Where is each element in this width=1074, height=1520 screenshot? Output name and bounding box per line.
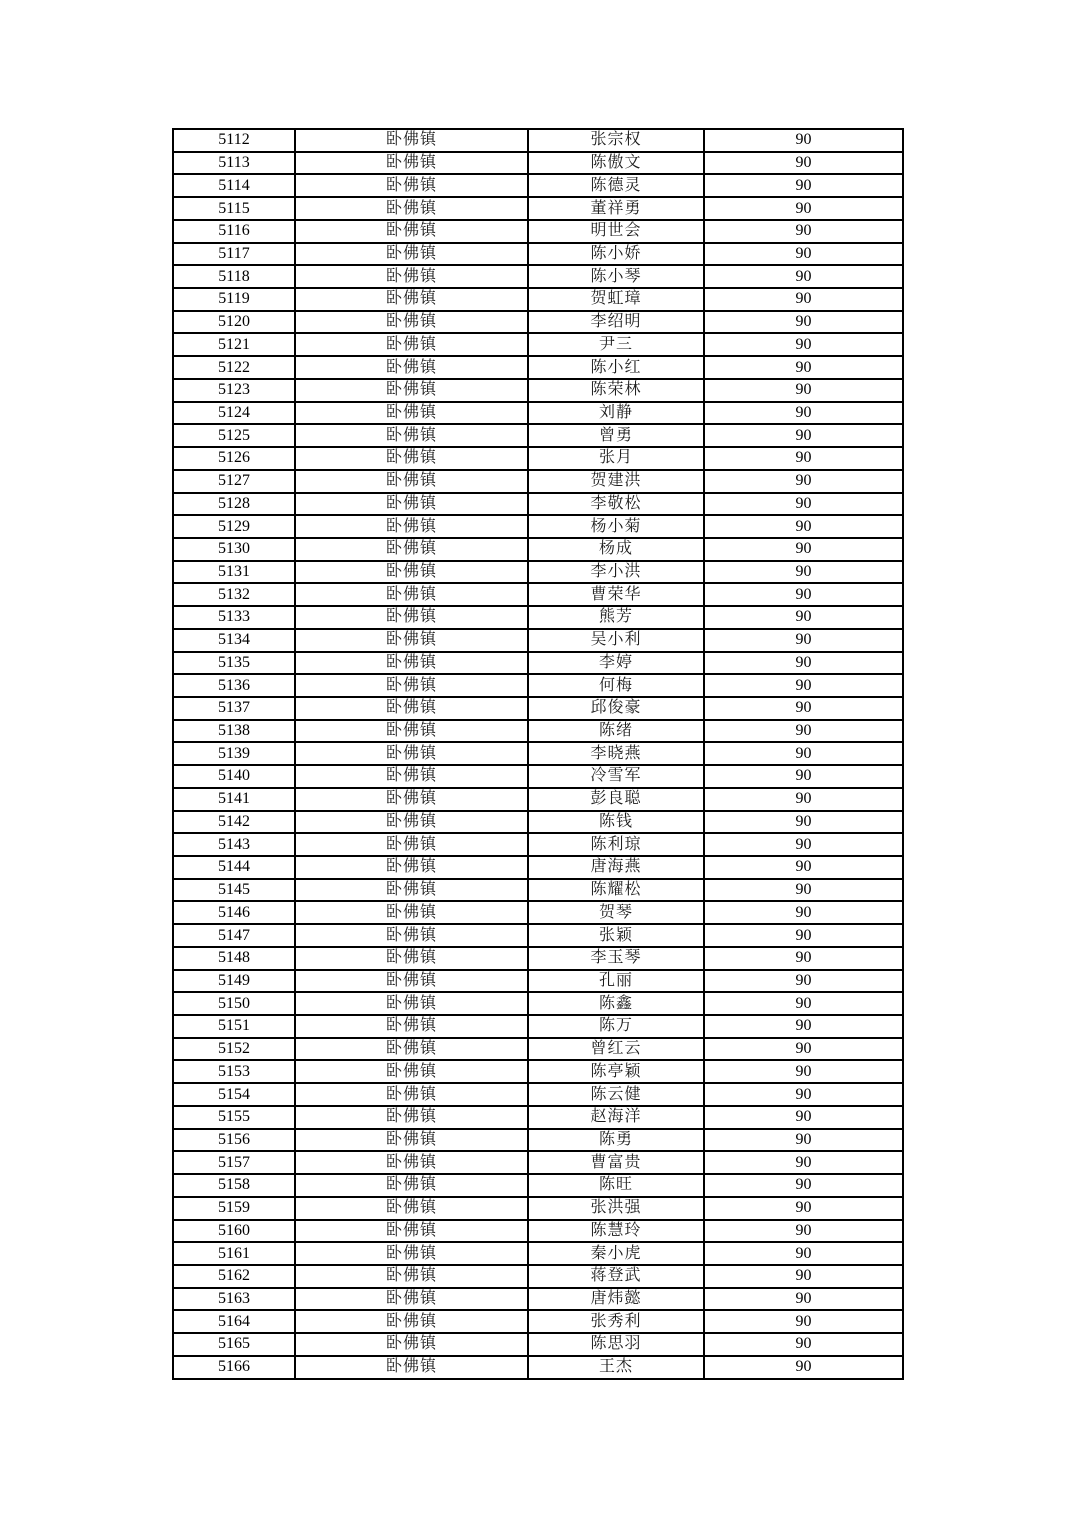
table-row: [173, 470, 903, 493]
cell-score: 90: [704, 288, 903, 311]
cell-id: 5135: [173, 652, 295, 675]
cell-score: 90: [704, 674, 903, 697]
table-row: [173, 1129, 903, 1152]
cell-town: 卧佛镇: [295, 1356, 528, 1379]
cell-name: 张月: [528, 447, 704, 470]
table-row: [173, 720, 903, 743]
cell-score: 90: [704, 402, 903, 425]
cell-name: 陈绪: [528, 720, 704, 743]
cell-score: 90: [704, 311, 903, 334]
cell-id: 5137: [173, 697, 295, 720]
table-row: [173, 1333, 903, 1356]
cell-score: 90: [704, 1333, 903, 1356]
cell-score: 90: [704, 515, 903, 538]
cell-town: 卧佛镇: [295, 402, 528, 425]
cell-name: 熊芳: [528, 606, 704, 629]
cell-town: 卧佛镇: [295, 1174, 528, 1197]
cell-town: 卧佛镇: [295, 833, 528, 856]
cell-score: 90: [704, 1310, 903, 1333]
cell-name: 彭良聪: [528, 788, 704, 811]
cell-id: 5144: [173, 856, 295, 879]
cell-id: 5161: [173, 1242, 295, 1265]
cell-id: 5155: [173, 1106, 295, 1129]
cell-name: 李婷: [528, 652, 704, 675]
cell-town: 卧佛镇: [295, 1060, 528, 1083]
table-row: [173, 924, 903, 947]
cell-name: 陈小娇: [528, 243, 704, 266]
cell-town: 卧佛镇: [295, 1038, 528, 1061]
cell-name: 陈亭颖: [528, 1060, 704, 1083]
cell-score: 90: [704, 243, 903, 266]
cell-town: 卧佛镇: [295, 1310, 528, 1333]
cell-score: 90: [704, 1015, 903, 1038]
cell-town: 卧佛镇: [295, 1015, 528, 1038]
table-row: [173, 1356, 903, 1379]
cell-town: 卧佛镇: [295, 1197, 528, 1220]
cell-name: 陈慧玲: [528, 1220, 704, 1243]
table-row: [173, 1106, 903, 1129]
table-row: [173, 879, 903, 902]
cell-score: 90: [704, 924, 903, 947]
table-row: [173, 1174, 903, 1197]
cell-id: 5147: [173, 924, 295, 947]
cell-name: 陈小红: [528, 356, 704, 379]
cell-town: 卧佛镇: [295, 152, 528, 175]
cell-town: 卧佛镇: [295, 356, 528, 379]
table-row: [173, 1151, 903, 1174]
cell-name: 曾勇: [528, 424, 704, 447]
table-row: [173, 833, 903, 856]
cell-town: 卧佛镇: [295, 947, 528, 970]
cell-score: 90: [704, 583, 903, 606]
table-row: [173, 742, 903, 765]
cell-name: 董祥勇: [528, 197, 704, 220]
cell-id: 5125: [173, 424, 295, 447]
cell-id: 5157: [173, 1151, 295, 1174]
cell-id: 5117: [173, 243, 295, 266]
cell-name: 李玉琴: [528, 947, 704, 970]
cell-town: 卧佛镇: [295, 629, 528, 652]
table-row: [173, 1220, 903, 1243]
table-row: [173, 992, 903, 1015]
cell-id: 5115: [173, 197, 295, 220]
cell-town: 卧佛镇: [295, 674, 528, 697]
cell-town: 卧佛镇: [295, 788, 528, 811]
cell-score: 90: [704, 1288, 903, 1311]
cell-score: 90: [704, 947, 903, 970]
cell-score: 90: [704, 379, 903, 402]
cell-id: 5130: [173, 538, 295, 561]
cell-town: 卧佛镇: [295, 742, 528, 765]
cell-town: 卧佛镇: [295, 220, 528, 243]
table-row: [173, 515, 903, 538]
cell-id: 5149: [173, 970, 295, 993]
cell-name: 陈德灵: [528, 174, 704, 197]
cell-id: 5126: [173, 447, 295, 470]
cell-score: 90: [704, 1038, 903, 1061]
cell-name: 秦小虎: [528, 1242, 704, 1265]
cell-name: 陈荣林: [528, 379, 704, 402]
cell-score: 90: [704, 811, 903, 834]
cell-score: 90: [704, 447, 903, 470]
table-row: [173, 493, 903, 516]
cell-name: 贺虹璋: [528, 288, 704, 311]
cell-town: 卧佛镇: [295, 720, 528, 743]
cell-id: 5156: [173, 1129, 295, 1152]
cell-name: 赵海洋: [528, 1106, 704, 1129]
cell-score: 90: [704, 765, 903, 788]
cell-name: 张洪强: [528, 1197, 704, 1220]
cell-name: 陈鑫: [528, 992, 704, 1015]
cell-name: 张秀利: [528, 1310, 704, 1333]
cell-id: 5134: [173, 629, 295, 652]
cell-name: 邱俊豪: [528, 697, 704, 720]
cell-town: 卧佛镇: [295, 538, 528, 561]
table-row: [173, 561, 903, 584]
cell-name: 尹三: [528, 333, 704, 356]
cell-score: 90: [704, 879, 903, 902]
cell-town: 卧佛镇: [295, 174, 528, 197]
cell-id: 5119: [173, 288, 295, 311]
cell-town: 卧佛镇: [295, 243, 528, 266]
cell-id: 5152: [173, 1038, 295, 1061]
cell-score: 90: [704, 1083, 903, 1106]
cell-town: 卧佛镇: [295, 901, 528, 924]
cell-id: 5140: [173, 765, 295, 788]
cell-id: 5133: [173, 606, 295, 629]
cell-town: 卧佛镇: [295, 1151, 528, 1174]
cell-name: 何梅: [528, 674, 704, 697]
roster-table: [172, 128, 904, 1380]
cell-name: 陈旺: [528, 1174, 704, 1197]
cell-town: 卧佛镇: [295, 470, 528, 493]
cell-name: 李晓燕: [528, 742, 704, 765]
cell-name: 张宗权: [528, 129, 704, 152]
table-row: [173, 1083, 903, 1106]
cell-id: 5163: [173, 1288, 295, 1311]
table-row: [173, 606, 903, 629]
cell-town: 卧佛镇: [295, 992, 528, 1015]
table-row: [173, 243, 903, 266]
cell-town: 卧佛镇: [295, 197, 528, 220]
table-row: [173, 174, 903, 197]
cell-id: 5148: [173, 947, 295, 970]
table-row: [173, 1060, 903, 1083]
cell-id: 5136: [173, 674, 295, 697]
cell-town: 卧佛镇: [295, 879, 528, 902]
table-row: [173, 1310, 903, 1333]
cell-id: 5145: [173, 879, 295, 902]
table-row: [173, 402, 903, 425]
table-row: [173, 220, 903, 243]
cell-id: 5153: [173, 1060, 295, 1083]
cell-score: 90: [704, 174, 903, 197]
cell-name: 冷雪军: [528, 765, 704, 788]
cell-score: 90: [704, 720, 903, 743]
cell-name: 陈勇: [528, 1129, 704, 1152]
cell-score: 90: [704, 856, 903, 879]
cell-score: 90: [704, 1129, 903, 1152]
table-row: [173, 652, 903, 675]
cell-town: 卧佛镇: [295, 970, 528, 993]
cell-name: 刘静: [528, 402, 704, 425]
cell-name: 曹富贵: [528, 1151, 704, 1174]
cell-town: 卧佛镇: [295, 1129, 528, 1152]
cell-town: 卧佛镇: [295, 652, 528, 675]
cell-id: 5132: [173, 583, 295, 606]
cell-score: 90: [704, 1356, 903, 1379]
cell-score: 90: [704, 652, 903, 675]
cell-score: 90: [704, 1197, 903, 1220]
cell-name: 杨小菊: [528, 515, 704, 538]
cell-id: 5113: [173, 152, 295, 175]
cell-id: 5166: [173, 1356, 295, 1379]
cell-score: 90: [704, 129, 903, 152]
cell-score: 90: [704, 424, 903, 447]
cell-town: 卧佛镇: [295, 697, 528, 720]
table-row: [173, 333, 903, 356]
table-row: [173, 1242, 903, 1265]
table-row: [173, 197, 903, 220]
cell-id: 5151: [173, 1015, 295, 1038]
table-row: [173, 811, 903, 834]
cell-name: 李敬松: [528, 493, 704, 516]
table-row: [173, 947, 903, 970]
cell-name: 曹荣华: [528, 583, 704, 606]
table-row: [173, 1038, 903, 1061]
table-row: [173, 356, 903, 379]
cell-town: 卧佛镇: [295, 1083, 528, 1106]
cell-id: 5127: [173, 470, 295, 493]
cell-score: 90: [704, 152, 903, 175]
table-row: [173, 629, 903, 652]
cell-score: 90: [704, 901, 903, 924]
cell-name: 孔丽: [528, 970, 704, 993]
cell-id: 5142: [173, 811, 295, 834]
cell-id: 5143: [173, 833, 295, 856]
cell-score: 90: [704, 1220, 903, 1243]
cell-town: 卧佛镇: [295, 1265, 528, 1288]
table-row: [173, 538, 903, 561]
cell-name: 陈耀松: [528, 879, 704, 902]
cell-score: 90: [704, 1106, 903, 1129]
cell-town: 卧佛镇: [295, 765, 528, 788]
cell-name: 陈云健: [528, 1083, 704, 1106]
cell-town: 卧佛镇: [295, 515, 528, 538]
cell-id: 5118: [173, 265, 295, 288]
table-row: [173, 765, 903, 788]
cell-town: 卧佛镇: [295, 1220, 528, 1243]
cell-id: 5124: [173, 402, 295, 425]
cell-town: 卧佛镇: [295, 1333, 528, 1356]
cell-town: 卧佛镇: [295, 379, 528, 402]
cell-score: 90: [704, 697, 903, 720]
cell-name: 唐海燕: [528, 856, 704, 879]
cell-score: 90: [704, 1265, 903, 1288]
cell-name: 杨成: [528, 538, 704, 561]
cell-name: 唐炜懿: [528, 1288, 704, 1311]
cell-score: 90: [704, 833, 903, 856]
cell-id: 5129: [173, 515, 295, 538]
cell-town: 卧佛镇: [295, 493, 528, 516]
cell-name: 陈万: [528, 1015, 704, 1038]
cell-score: 90: [704, 265, 903, 288]
cell-id: 5159: [173, 1197, 295, 1220]
cell-town: 卧佛镇: [295, 333, 528, 356]
table-row: [173, 901, 903, 924]
cell-name: 曾红云: [528, 1038, 704, 1061]
cell-id: 5162: [173, 1265, 295, 1288]
cell-score: 90: [704, 493, 903, 516]
cell-town: 卧佛镇: [295, 288, 528, 311]
table-row: [173, 1197, 903, 1220]
table-row: [173, 265, 903, 288]
cell-id: 5112: [173, 129, 295, 152]
cell-name: 王杰: [528, 1356, 704, 1379]
cell-score: 90: [704, 992, 903, 1015]
table-row: [173, 1265, 903, 1288]
cell-name: 陈傲文: [528, 152, 704, 175]
cell-id: 5114: [173, 174, 295, 197]
table-row: [173, 674, 903, 697]
cell-id: 5160: [173, 1220, 295, 1243]
cell-score: 90: [704, 561, 903, 584]
cell-town: 卧佛镇: [295, 447, 528, 470]
cell-name: 贺琴: [528, 901, 704, 924]
cell-score: 90: [704, 629, 903, 652]
cell-name: 陈利琼: [528, 833, 704, 856]
cell-id: 5154: [173, 1083, 295, 1106]
cell-score: 90: [704, 538, 903, 561]
table-row: [173, 129, 903, 152]
table-row: [173, 288, 903, 311]
cell-score: 90: [704, 220, 903, 243]
cell-score: 90: [704, 356, 903, 379]
cell-name: 张颖: [528, 924, 704, 947]
cell-name: 吴小利: [528, 629, 704, 652]
cell-score: 90: [704, 788, 903, 811]
cell-town: 卧佛镇: [295, 561, 528, 584]
table-row: [173, 152, 903, 175]
cell-name: 蒋登武: [528, 1265, 704, 1288]
cell-town: 卧佛镇: [295, 1288, 528, 1311]
table-row: [173, 311, 903, 334]
cell-town: 卧佛镇: [295, 583, 528, 606]
cell-score: 90: [704, 742, 903, 765]
cell-id: 5138: [173, 720, 295, 743]
table-row: [173, 788, 903, 811]
cell-score: 90: [704, 1060, 903, 1083]
roster-body: [173, 129, 903, 1379]
table-row: [173, 424, 903, 447]
cell-id: 5139: [173, 742, 295, 765]
cell-score: 90: [704, 1174, 903, 1197]
cell-town: 卧佛镇: [295, 1106, 528, 1129]
cell-id: 5122: [173, 356, 295, 379]
cell-town: 卧佛镇: [295, 424, 528, 447]
cell-town: 卧佛镇: [295, 1242, 528, 1265]
cell-name: 陈小琴: [528, 265, 704, 288]
cell-score: 90: [704, 197, 903, 220]
cell-id: 5141: [173, 788, 295, 811]
cell-town: 卧佛镇: [295, 856, 528, 879]
cell-town: 卧佛镇: [295, 811, 528, 834]
cell-id: 5131: [173, 561, 295, 584]
cell-score: 90: [704, 606, 903, 629]
cell-id: 5128: [173, 493, 295, 516]
table-row: [173, 970, 903, 993]
cell-town: 卧佛镇: [295, 311, 528, 334]
cell-town: 卧佛镇: [295, 129, 528, 152]
cell-name: 明世会: [528, 220, 704, 243]
cell-name: 李小洪: [528, 561, 704, 584]
table-row: [173, 447, 903, 470]
cell-id: 5123: [173, 379, 295, 402]
cell-id: 5120: [173, 311, 295, 334]
cell-name: 陈钱: [528, 811, 704, 834]
cell-id: 5116: [173, 220, 295, 243]
table-row: [173, 1288, 903, 1311]
table-row: [173, 583, 903, 606]
cell-score: 90: [704, 970, 903, 993]
cell-id: 5146: [173, 901, 295, 924]
table-row: [173, 1015, 903, 1038]
cell-name: 贺建洪: [528, 470, 704, 493]
cell-name: 李绍明: [528, 311, 704, 334]
table-row: [173, 379, 903, 402]
cell-id: 5121: [173, 333, 295, 356]
cell-score: 90: [704, 470, 903, 493]
cell-name: 陈思羽: [528, 1333, 704, 1356]
cell-score: 90: [704, 333, 903, 356]
cell-town: 卧佛镇: [295, 924, 528, 947]
cell-id: 5164: [173, 1310, 295, 1333]
table-row: [173, 697, 903, 720]
cell-id: 5158: [173, 1174, 295, 1197]
table-row: [173, 856, 903, 879]
cell-town: 卧佛镇: [295, 265, 528, 288]
cell-town: 卧佛镇: [295, 606, 528, 629]
cell-id: 5165: [173, 1333, 295, 1356]
cell-score: 90: [704, 1151, 903, 1174]
cell-id: 5150: [173, 992, 295, 1015]
cell-score: 90: [704, 1242, 903, 1265]
